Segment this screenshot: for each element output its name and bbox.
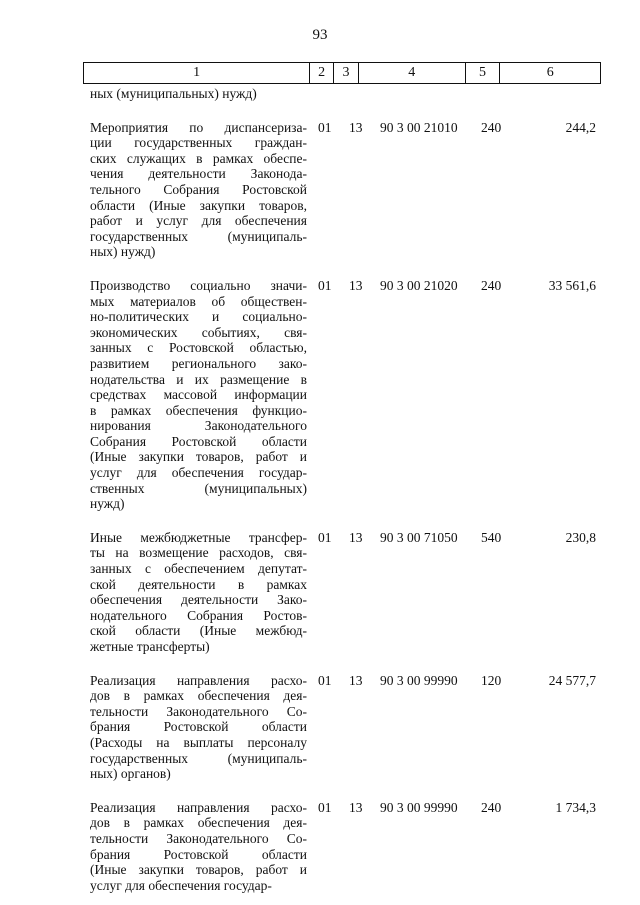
description-line: услуг для обеспечения государ- xyxy=(90,877,272,893)
description-line: работ и услуг для обеспечения xyxy=(90,213,307,229)
description-line: ственных (муниципальных) xyxy=(90,480,307,496)
description-line: ных) органов) xyxy=(90,766,171,782)
description-line: обеспечения деятельности Зако- xyxy=(90,592,307,608)
description-line: Собрания Ростовской области xyxy=(90,433,307,449)
description-line: тельности Законодательного Со- xyxy=(90,830,307,846)
cell-c4: 90 3 00 21020 xyxy=(380,277,458,293)
cell-c3: 13 xyxy=(349,529,363,545)
description-line: развитием регионального зако- xyxy=(90,355,307,371)
table-row xyxy=(90,530,600,655)
row-gap xyxy=(90,512,600,530)
row-gap xyxy=(90,102,600,120)
cell-c5: 240 xyxy=(481,119,502,135)
page-number: 93 xyxy=(312,27,328,43)
row-gap xyxy=(90,782,600,800)
cell-c5: 240 xyxy=(481,799,502,815)
description-line: занных с обеспечением депутат- xyxy=(90,561,307,577)
cell-c6: 230,8 xyxy=(565,529,596,545)
row-description xyxy=(90,800,600,894)
description-line: экономических событиях, свя- xyxy=(90,324,307,340)
cell-c2: 01 xyxy=(318,277,332,293)
description-line: тельного Собрания Ростовской xyxy=(90,181,307,197)
description-line: услуг для обеспечения государ- xyxy=(90,465,307,481)
description-line: ты на возмещение расходов, свя- xyxy=(90,545,307,561)
row-gap xyxy=(90,260,600,278)
header-col-4: 4 xyxy=(359,63,466,83)
description-line: государственных (муниципаль- xyxy=(90,750,307,766)
description-line: мых материалов об обществен- xyxy=(90,293,307,309)
cell-c4: 90 3 00 99990 xyxy=(380,672,458,688)
cell-c3: 13 xyxy=(349,277,363,293)
cell-c6: 24 577,7 xyxy=(548,672,596,688)
description-line: нирования Законодательного xyxy=(90,418,307,434)
cell-c3: 13 xyxy=(349,799,363,815)
description-line: дов в рамках обеспечения дея- xyxy=(90,815,307,831)
table-header xyxy=(83,62,601,84)
description-line: (Иные закупки товаров, работ и xyxy=(90,449,307,465)
cell-c2: 01 xyxy=(318,672,332,688)
cell-c2: 01 xyxy=(318,529,332,545)
cell-c5: 120 xyxy=(481,672,502,688)
table-row xyxy=(90,120,600,260)
description-line: Производство социально значи- xyxy=(90,277,307,293)
cell-c5: 240 xyxy=(481,277,502,293)
continuation-row xyxy=(90,86,600,102)
cell-c5: 540 xyxy=(481,529,502,545)
description-line: средствах массовой информации xyxy=(90,387,307,403)
row-description xyxy=(90,120,600,260)
cell-c6: 244,2 xyxy=(565,119,596,135)
description-line: ных) нужд) xyxy=(90,244,156,260)
header-col-5: 5 xyxy=(466,63,501,83)
cell-c4: 90 3 00 99990 xyxy=(380,799,458,815)
row-description xyxy=(90,530,600,655)
description-line: Реализация направления расхо- xyxy=(90,672,307,688)
description-line: ции государственных граждан- xyxy=(90,135,307,151)
description-line: тельности Законодательного Со- xyxy=(90,703,307,719)
table-row xyxy=(90,278,600,512)
description-line: брания Ростовской области xyxy=(90,719,307,735)
description-line: Реализация направления расхо- xyxy=(90,799,307,815)
row-description xyxy=(90,673,600,782)
description-line: государственных (муниципаль- xyxy=(90,228,307,244)
header-col-6: 6 xyxy=(546,65,554,80)
cell-c6: 1 734,3 xyxy=(555,799,596,815)
description-line: но-политических и социально- xyxy=(90,309,307,325)
description-line: Мероприятия по диспансериза- xyxy=(90,119,307,135)
table-row xyxy=(90,673,600,782)
description-line: (Расходы на выплаты персоналу xyxy=(90,734,307,750)
cell-c2: 01 xyxy=(318,799,332,815)
table-row xyxy=(90,800,600,894)
description-line: области (Иные закупки товаров, xyxy=(90,197,307,213)
continuation-text: ных (муниципальных) нужд) xyxy=(90,86,257,101)
description-line: в рамках обеспечения функцио- xyxy=(90,402,307,418)
cell-c3: 13 xyxy=(349,672,363,688)
description-line: нодательства и их размещение в xyxy=(90,371,307,387)
cell-c4: 90 3 00 71050 xyxy=(380,529,458,545)
cell-c6: 33 561,6 xyxy=(548,277,596,293)
description-line: занных с Ростовской областью, xyxy=(90,340,307,356)
row-gap xyxy=(90,655,600,673)
cell-c4: 90 3 00 21010 xyxy=(380,119,458,135)
description-line: чения деятельности Законода- xyxy=(90,166,307,182)
cell-c2: 01 xyxy=(318,119,332,135)
description-line: нодательного Собрания Ростов- xyxy=(90,607,307,623)
description-line: (Иные закупки товаров, работ и xyxy=(90,862,307,878)
description-line: жетные трансферты) xyxy=(90,639,210,654)
description-line: дов в рамках обеспечения дея- xyxy=(90,688,307,704)
header-col-1: 1 xyxy=(84,63,310,83)
row-description xyxy=(90,278,600,512)
description-line: ской области (Иные межбюд- xyxy=(90,623,307,639)
table-body xyxy=(90,86,600,893)
description-line: нужд) xyxy=(90,496,125,512)
description-line: ской деятельности в рамках xyxy=(90,576,307,592)
description-line: брания Ростовской области xyxy=(90,846,307,862)
description-line: Иные межбюджетные трансфер- xyxy=(90,529,307,545)
header-col-3: 3 xyxy=(334,63,359,83)
header-col-2: 2 xyxy=(310,63,334,83)
description-line: ских служащих в рамках обеспе- xyxy=(90,150,307,166)
cell-c3: 13 xyxy=(349,119,363,135)
